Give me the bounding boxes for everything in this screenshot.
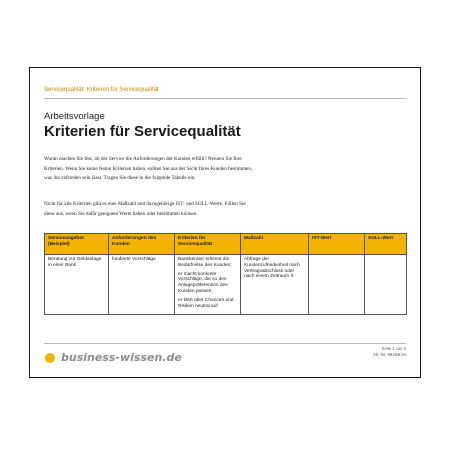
document-title: Kriterien für Servicequalität [44,123,241,140]
col-header-masszahl: Maßzahl [241,234,309,255]
kriterium-3: er klärt über Chancen und Risiken neutral auf [178,297,234,309]
col-header-soll-wert: SOLL-Wert [365,234,407,255]
footer-divider [44,343,406,344]
col-header-serviceangebot: Serviceangebot (Beispiel) [45,234,109,255]
logo-dot-icon [45,353,55,363]
kriterium-2: er macht konkrete Vorschläge, die zu den Anlagepräferenzen des Kunden passen; [178,271,228,294]
page-number: Seite 1 von 2 [381,346,406,351]
criteria-table [44,233,407,315]
footer-meta [373,346,406,358]
cell-anforderungen[interactable]: fundierte Vorschläge [109,255,175,315]
table-row [45,255,407,315]
document-page [29,67,421,378]
cell-ist-wert[interactable] [309,255,365,315]
kriterium-1: Bankberater erkennt die Bedürfnisse des Kunden; [178,257,232,268]
intro-paragraph: Woran machen Sie fest, ob der Service die Anforderungen der Kunden erfüllt? Nennen Sie Ihre Kriterien. Wenn Sie keine festen Kriterien haben, sollten Sie aus der Sicht Ihres Kunden bestimmen, was ihn zufrieden sein lässt. Tragen Sie diese in die folgende Tabelle ein. [44,156,253,182]
col-header-anforderungen: Anforderungen des Kunden [109,234,175,255]
article-number: Art.-Nr. 99.066.04 [372,352,406,357]
brand-logo [45,351,182,364]
instruction-paragraph: Nicht für alle Kriterien gibt es eine Maßzahl und dazugehörige IST- und SOLL-Werte. Füllen Sie diese aus, wenn Sie dafür geeignete Werte haben oder bestimmen können. [44,201,246,217]
cell-kriterien[interactable] [175,255,241,315]
cell-soll-wert[interactable] [365,255,407,315]
col-header-ist-wert: IST-Wert [309,234,365,255]
header-divider [44,98,406,99]
cell-serviceangebot[interactable]: Beratung zur Geldanlage in einer Bank [45,255,109,315]
running-header: Servicequalität: Kriterien für Servicequalität [44,87,159,93]
col-header-kriterien: Kriterien für Servicequalität [175,234,241,255]
cell-masszahl[interactable]: Abfrage der Kundenzufriedenheit nach Vertragsabschluss oder nach einem Zeitraum X [241,255,309,315]
table-header-row [45,234,407,255]
logo-text: business-wissen.de [61,351,182,364]
document-subtitle: Arbeitsvorlage [44,111,105,122]
